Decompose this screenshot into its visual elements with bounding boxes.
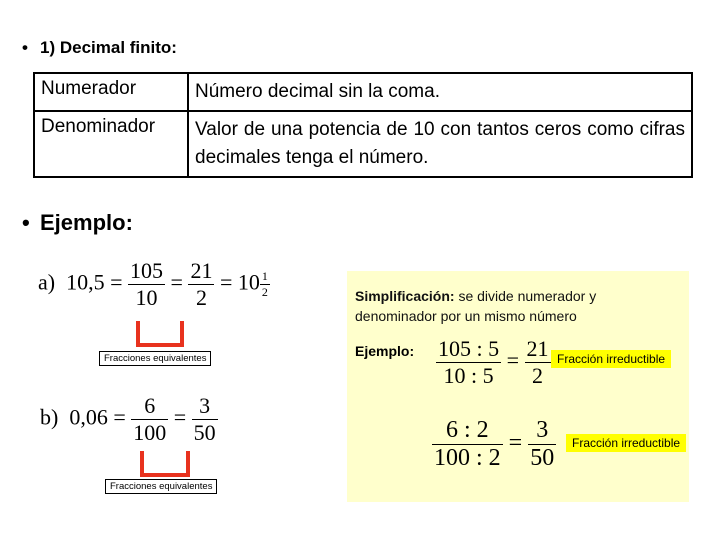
definition-table bbox=[33, 72, 693, 178]
fraction bbox=[432, 417, 503, 472]
fraction bbox=[131, 393, 168, 446]
fraction bbox=[436, 336, 501, 389]
fraction bbox=[192, 393, 218, 446]
denominator: 10 bbox=[128, 284, 165, 311]
denominator: 50 bbox=[193, 420, 216, 445]
denominator: 2 bbox=[525, 362, 551, 389]
denominator: 2 bbox=[261, 285, 268, 299]
simplification-label: Simplificación: bbox=[355, 288, 455, 304]
equivalent-tag: Fracciones equivalentes bbox=[99, 351, 211, 366]
table-cell-key: Numerador bbox=[34, 73, 188, 111]
mixed-whole: 10 bbox=[237, 269, 260, 295]
example-title: Ejemplo: bbox=[40, 210, 133, 235]
example-b-label: b) bbox=[40, 404, 59, 430]
fraction bbox=[188, 258, 214, 311]
denominator: 2 bbox=[188, 284, 214, 311]
numerator: 21 bbox=[190, 258, 213, 283]
example-b-decimal: 0,06 bbox=[69, 404, 108, 430]
example-a-label: a) bbox=[38, 269, 56, 295]
simplification-equation-1: $\frac{105 : 5}{10 : 5}$ = $\frac{21}{2}$ bbox=[438, 336, 549, 388]
numerator: 6 bbox=[144, 393, 156, 418]
table-row bbox=[34, 111, 692, 177]
bullet-icon: • bbox=[22, 38, 28, 57]
table-cell-key: Denominador bbox=[34, 111, 188, 177]
section-heading bbox=[22, 38, 177, 58]
fraction bbox=[528, 417, 556, 472]
equivalence-bracket bbox=[136, 321, 184, 347]
simplification-text bbox=[355, 286, 655, 326]
denominator: 50 bbox=[530, 445, 555, 471]
denominator: 100 bbox=[133, 420, 167, 445]
simplification-description: se divide numerador y denominador por un mismo número bbox=[355, 288, 597, 324]
bullet-icon: • bbox=[22, 210, 30, 235]
fraction bbox=[260, 269, 270, 300]
fraction bbox=[525, 336, 551, 389]
panel-example-label: Ejemplo: bbox=[355, 343, 415, 359]
section-title: 1) Decimal finito: bbox=[40, 38, 177, 57]
example-a-equation: a) 10,5 = $\frac{105}{10}$ = $\frac{21}{2}$ = 10 $\frac{1}{2}$ bbox=[38, 258, 268, 310]
numerator: 3 bbox=[536, 417, 549, 443]
example-a-decimal: 10,5 bbox=[66, 269, 105, 295]
numerator: 3 bbox=[199, 393, 211, 418]
table-cell-value: Valor de una potencia de 10 con tantos ceros como cifras decimales tenga el número. bbox=[188, 111, 692, 177]
simplification-equation-2: $\frac{6 : 2}{100 : 2}$ = $\frac{3}{50}$ bbox=[434, 417, 555, 471]
numerator: 105 bbox=[130, 258, 164, 283]
numerator: 6 : 2 bbox=[446, 417, 489, 443]
table-row bbox=[34, 73, 692, 111]
irreducible-tag: Fracción irreductible bbox=[551, 350, 671, 368]
numerator: 21 bbox=[526, 336, 549, 361]
denominator: 100 : 2 bbox=[434, 445, 501, 471]
denominator: 10 : 5 bbox=[436, 362, 501, 389]
fraction bbox=[128, 258, 165, 311]
equivalent-tag: Fracciones equivalentes bbox=[105, 479, 217, 494]
example-b-equation: b) 0,06 = $\frac{6}{100}$ = $\frac{3}{50}$ bbox=[40, 393, 216, 445]
numerator: 1 bbox=[261, 269, 268, 283]
example-heading bbox=[22, 210, 133, 236]
equivalence-bracket bbox=[140, 451, 190, 477]
numerator: 105 : 5 bbox=[438, 336, 500, 361]
table-cell-value: Número decimal sin la coma. bbox=[188, 73, 692, 111]
irreducible-tag: Fracción irreductible bbox=[566, 434, 686, 452]
